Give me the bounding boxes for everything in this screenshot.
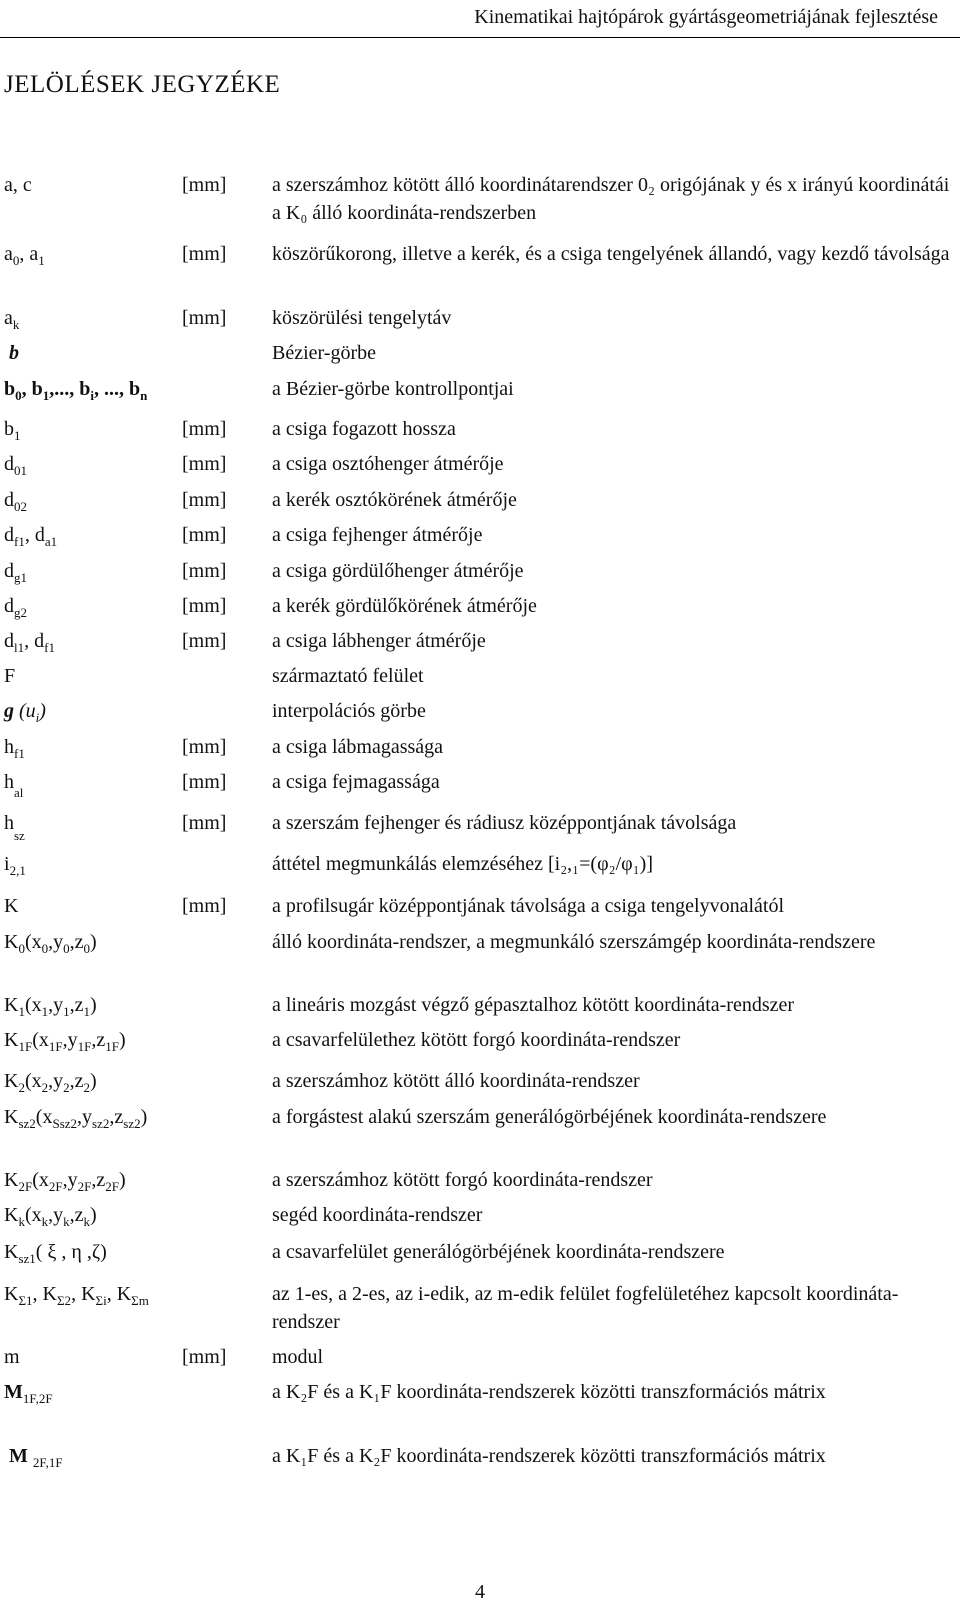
- symbol: b: [4, 342, 19, 364]
- description: a csiga fogazott hossza: [272, 418, 456, 440]
- unit: [mm]: [182, 174, 227, 196]
- symbol: $a_k$: [4, 307, 20, 332]
- symbol: $K_k(x_k,y_k,z_k)$: [4, 1204, 97, 1229]
- description: a profilsugár középpontjának távolsága a csiga tengelyvonalától: [272, 895, 785, 917]
- symbol: $M_{1F,2F}$: [4, 1381, 53, 1406]
- description: a szerszámhoz kötött álló koordináta-rendszer: [272, 1070, 640, 1092]
- symbol: $K_{sz1}$( ξ , η ,ζ): [4, 1241, 107, 1266]
- description: álló koordináta-rendszer, a megmunkáló szerszámgép koordináta-rendszere: [272, 931, 876, 953]
- unit: [mm]: [182, 243, 227, 265]
- unit: [mm]: [182, 630, 227, 652]
- description: interpolációs görbe: [272, 700, 426, 722]
- description: a csiga lábmagassága: [272, 736, 444, 758]
- symbol: $h_{f1}$: [4, 736, 25, 761]
- symbol: $K_0(x_0,y_0,z_0)$: [4, 931, 97, 956]
- description: a csiga gördülőhenger átmérője: [272, 560, 524, 582]
- description: köszörülési tengelytáv: [272, 307, 452, 329]
- description: a kerék osztókörének átmérője: [272, 489, 517, 511]
- symbol: $d_{g2}$: [4, 595, 27, 620]
- unit: [mm]: [182, 895, 227, 917]
- symbol: g $(u_i)$: [4, 700, 46, 725]
- description: a forgástest alakú szerszám generálógörbéjének koordináta-rendszere: [272, 1106, 827, 1128]
- description: a csiga fejmagassága: [272, 771, 440, 793]
- description: származtató felület: [272, 665, 424, 687]
- description: a szerszámhoz kötött álló koordinátarendszer 0₂ origójának y és x irányú koordinátái a K₀ álló koordináta-rendszerben: [272, 174, 950, 224]
- page-number: 4: [475, 1581, 485, 1603]
- symbol: $a_0$, $a_1$: [4, 243, 45, 268]
- header-rule: [0, 37, 960, 38]
- symbol: $K_{2F}(x_{2F},y_{2F},z_{2F})$: [4, 1169, 126, 1194]
- symbol: $K_{sz2}(x_{Ssz2},y_{sz2},z_{sz2})$: [4, 1106, 148, 1131]
- description: az 1-es, a 2-es, az i-edik, az m-edik felület fogfelületéhez kapcsolt koordináta-rendszer: [272, 1283, 899, 1333]
- symbol: $K_{1F}(x_{1F},y_{1F},z_{1F})$: [4, 1029, 126, 1054]
- symbol: $d_{f1}$, $d_{a1}$: [4, 524, 58, 549]
- description: Bézier-görbe: [272, 342, 376, 364]
- symbol: M $_{2F,1F}$: [9, 1445, 63, 1470]
- symbol: $d_{g1}$: [4, 560, 27, 585]
- symbol: $d_{01}$: [4, 453, 27, 478]
- symbol: $h_{al}$: [4, 771, 24, 800]
- description: a K₁F és a K₂F koordináta-rendszerek közötti transzformációs mátrix: [272, 1445, 826, 1467]
- description: a Bézier-görbe kontrollpontjai: [272, 378, 514, 400]
- symbol: $i_{2,1}$: [4, 853, 26, 878]
- description: segéd koordináta-rendszer: [272, 1204, 483, 1226]
- description: a csiga lábhenger átmérője: [272, 630, 486, 652]
- symbol: $h_{sz}$: [4, 812, 25, 843]
- symbol: K: [4, 895, 19, 917]
- symbol: F: [4, 665, 16, 687]
- symbol: $d_{02}$: [4, 489, 27, 514]
- unit: [mm]: [182, 595, 227, 617]
- running-header: Kinematikai hajtópárok gyártásgeometriájának fejlesztése: [474, 6, 938, 28]
- unit: [mm]: [182, 736, 227, 758]
- unit: [mm]: [182, 1346, 227, 1368]
- description: a csavarfelülethez kötött forgó koordináta-rendszer: [272, 1029, 681, 1051]
- unit: [mm]: [182, 307, 227, 329]
- unit: [mm]: [182, 418, 227, 440]
- description: modul: [272, 1346, 324, 1368]
- unit: [mm]: [182, 453, 227, 475]
- unit: [mm]: [182, 489, 227, 511]
- unit: [mm]: [182, 524, 227, 546]
- description: a szerszám fejhenger és rádiusz középpontjának távolsága: [272, 812, 737, 834]
- description: a szerszámhoz kötött forgó koordináta-rendszer: [272, 1169, 653, 1191]
- page-title: JELÖLÉSEK JEGYZÉKE: [4, 71, 281, 98]
- description: a kerék gördülőkörének átmérője: [272, 595, 537, 617]
- symbol: $K_2(x_2,y_2,z_2)$: [4, 1070, 97, 1095]
- description: a csiga osztóhenger átmérője: [272, 453, 504, 475]
- symbol: $d_{l1}$, $d_{f1}$: [4, 630, 55, 655]
- symbol: $b_0$, $b_1$,..., $b_i$, ..., $b_n$: [4, 378, 148, 403]
- symbol: $K_{\Sigma 1}$, $K_{\Sigma 2}$, $K_{\Sigma i}$, $K_{\Sigma m}$: [4, 1283, 149, 1308]
- unit: [mm]: [182, 812, 227, 834]
- symbol: a, c: [4, 174, 32, 196]
- unit: [mm]: [182, 560, 227, 582]
- symbol: m: [4, 1346, 20, 1368]
- description: áttétel megmunkálás elemzéséhez [i₂,₁=(φ₂/φ₁)]: [272, 853, 653, 875]
- description: a K₂F és a K₁F koordináta-rendszerek közötti transzformációs mátrix: [272, 1381, 826, 1403]
- description: a csavarfelület generálógörbéjének koordináta-rendszere: [272, 1241, 725, 1263]
- symbol: $K_1(x_1,y_1,z_1)$: [4, 994, 97, 1019]
- unit: [mm]: [182, 771, 227, 793]
- symbol: $b_1$: [4, 418, 21, 443]
- description: a csiga fejhenger átmérője: [272, 524, 483, 546]
- description: köszörűkorong, illetve a kerék, és a csiga tengelyének állandó, vagy kezdő távolsága: [272, 243, 950, 265]
- description: a lineáris mozgást végző gépasztalhoz kötött koordináta-rendszer: [272, 994, 795, 1016]
